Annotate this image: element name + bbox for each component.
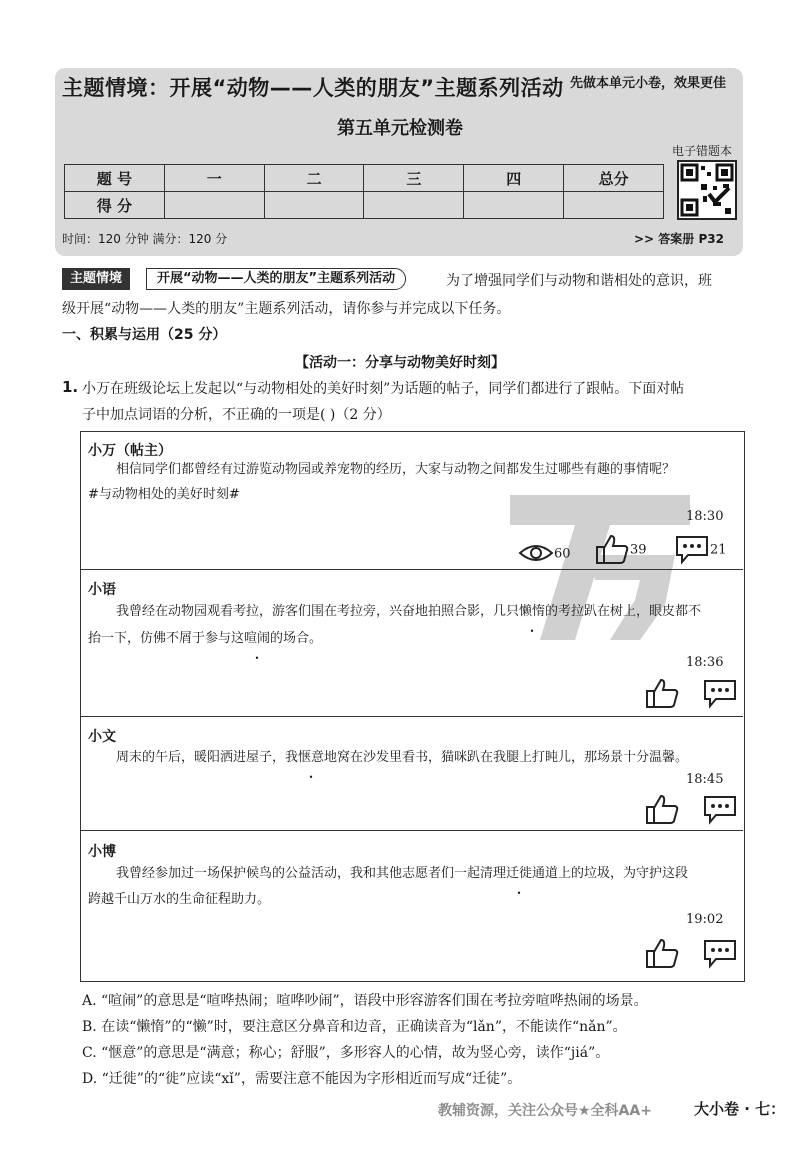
- dotted-word: 惬意: [298, 750, 325, 765]
- thumbs-up-icon: [644, 937, 680, 969]
- post-author: 小语: [88, 582, 116, 598]
- page-number: 大小卷 · 七：: [694, 1100, 786, 1118]
- option-c[interactable]: C. “惬意”的意思是“满意；称心；舒服”，多形容人的心情，故为竖心旁，读作“jiá”。: [82, 1045, 610, 1061]
- post-hashtag[interactable]: #与动物相处的美好时刻#: [88, 487, 240, 502]
- post-text: 跨越千山万水的生命征程助力。: [88, 892, 271, 907]
- post-author: 小博: [88, 844, 116, 860]
- exam-time-info: 时间：120 分钟 满分：120 分: [62, 232, 228, 246]
- score-table-score-row: [65, 192, 664, 219]
- like-count: 39: [630, 542, 647, 558]
- post-author: 小文: [88, 729, 116, 745]
- footer-watermark: 教辅资源，关注公众号★全科AA+: [438, 1103, 652, 1119]
- thumbs-up-icon: [644, 677, 680, 709]
- question-number: 1.: [62, 378, 79, 396]
- dotted-word: 迁徙: [506, 866, 533, 881]
- post-text-segment: 我曾经参加过一场保护候鸟的公益活动，我和其他志愿者们一起清理: [116, 866, 507, 881]
- post-author: 小万（帖主）: [88, 443, 172, 459]
- option-d[interactable]: D. “迁徙”的“徙”应读“xǐ”，需要注意不能因为字形相近而写成“迁徒”。: [82, 1071, 522, 1087]
- intro-text: 为了增强同学们与动物和谐相处的意识，班: [446, 273, 712, 289]
- post-time: 18:36: [686, 655, 724, 670]
- option-b[interactable]: B. 在读“懒惰”的“懒”时，要注意区分鼻音和边音，正确读音为“lǎn”，不能读作“nǎn”。: [82, 1019, 627, 1035]
- score-input-cell[interactable]: [264, 192, 364, 219]
- post-text: [116, 860, 756, 887]
- theme-tag: 主题情境: [62, 268, 130, 290]
- comment-count: 21: [710, 542, 727, 558]
- theme-note: 先做本单元小卷，效果更佳: [570, 76, 727, 91]
- post-divider: [80, 830, 743, 831]
- post-text-segment: 的场合。: [270, 631, 323, 646]
- comment-button[interactable]: [674, 533, 727, 565]
- comment-icon: [702, 677, 738, 709]
- post-text-segment: 我曾经在动物园观看考拉，游客们围在考拉旁，兴奋地拍照合影，几只: [116, 604, 520, 619]
- answer-reference: >> 答案册 P32: [634, 232, 724, 246]
- score-cell: 四: [464, 165, 564, 192]
- score-input-cell[interactable]: [564, 192, 664, 219]
- eye-icon: [518, 537, 554, 569]
- qr-code-icon[interactable]: [677, 160, 737, 220]
- post-time: 18:30: [686, 509, 724, 524]
- post-text: [88, 625, 728, 652]
- post-text-segment: 通道上的垃圾，为守护这段: [532, 866, 689, 881]
- dotted-word: 懒惰: [519, 604, 546, 619]
- post-divider: [80, 569, 743, 570]
- section-heading: 一、积累与运用（25 分）: [62, 327, 227, 343]
- thumbs-up-icon: [594, 533, 630, 565]
- post-text-segment: 抬一下，仿佛不屑于参与这: [88, 631, 245, 646]
- score-cell: 一: [164, 165, 264, 192]
- option-a[interactable]: A. “喧闹”的意思是“喧哗热闹；喧哗吵闹”，语段中形容游客们围在考拉旁喧哗热闹的场景。: [82, 993, 648, 1009]
- score-cell: 得 分: [65, 192, 165, 219]
- like-button[interactable]: [644, 937, 680, 973]
- comment-icon: [702, 793, 738, 825]
- post-time: 18:45: [686, 772, 724, 787]
- comment-button[interactable]: [702, 937, 738, 973]
- score-input-cell[interactable]: [364, 192, 464, 219]
- score-table-header-row: [65, 165, 664, 192]
- like-button[interactable]: [644, 677, 680, 713]
- theme-title: 主题情境：开展“动物——人类的朋友”主题系列活动: [62, 76, 564, 100]
- question-text: 子中加点词语的分析，不正确的一项是( )（2 分）: [82, 407, 391, 423]
- score-input-cell[interactable]: [164, 192, 264, 219]
- intro-text: 级开展“动物——人类的朋友”主题系列活动，请你参与并完成以下任务。: [62, 301, 511, 317]
- score-cell: 总分: [564, 165, 664, 192]
- score-cell: 题 号: [65, 165, 165, 192]
- post-text: 相信同学们都曾经有过游览动物园或养宠物的经历，大家与动物之间都发生过哪些有趣的事情呢？: [116, 462, 676, 477]
- score-input-cell[interactable]: [464, 192, 564, 219]
- activity-heading: 【活动一：分享与动物美好时刻】: [295, 355, 505, 371]
- post-text-segment: 的考拉趴在树上，眼皮都不: [545, 604, 702, 619]
- post-text-segment: 地窝在沙发里看书，猫咪趴在我腿上打盹儿，那场景十分温馨。: [324, 750, 689, 765]
- like-button[interactable]: [594, 533, 647, 565]
- dotted-word: 喧闹: [244, 631, 271, 646]
- thumbs-up-icon: [644, 793, 680, 825]
- question-text: 小万在班级论坛上发起以“与动物相处的美好时刻”为话题的帖子，同学们都进行了跟帖。下面对帖: [82, 381, 685, 397]
- post-text-segment: 周末的午后，暖阳洒进屋子，我: [116, 750, 299, 765]
- view-count-value: 60: [554, 546, 571, 562]
- comment-icon: [674, 533, 710, 565]
- post-divider: [80, 716, 743, 717]
- unit-title: 第五单元检测卷: [337, 118, 463, 139]
- score-table: [64, 164, 664, 219]
- score-cell: 三: [364, 165, 464, 192]
- qr-label: 电子错题本: [672, 144, 733, 158]
- post-text: [116, 744, 756, 771]
- comment-button[interactable]: [702, 793, 738, 829]
- post-time: 19:02: [686, 912, 724, 927]
- score-cell: 二: [264, 165, 364, 192]
- comment-button[interactable]: [702, 677, 738, 713]
- post-text: [116, 598, 756, 625]
- comment-icon: [702, 937, 738, 969]
- view-count: [518, 537, 571, 569]
- theme-banner: 开展“动物——人类的朋友”主题系列活动: [146, 268, 406, 290]
- like-button[interactable]: [644, 793, 680, 829]
